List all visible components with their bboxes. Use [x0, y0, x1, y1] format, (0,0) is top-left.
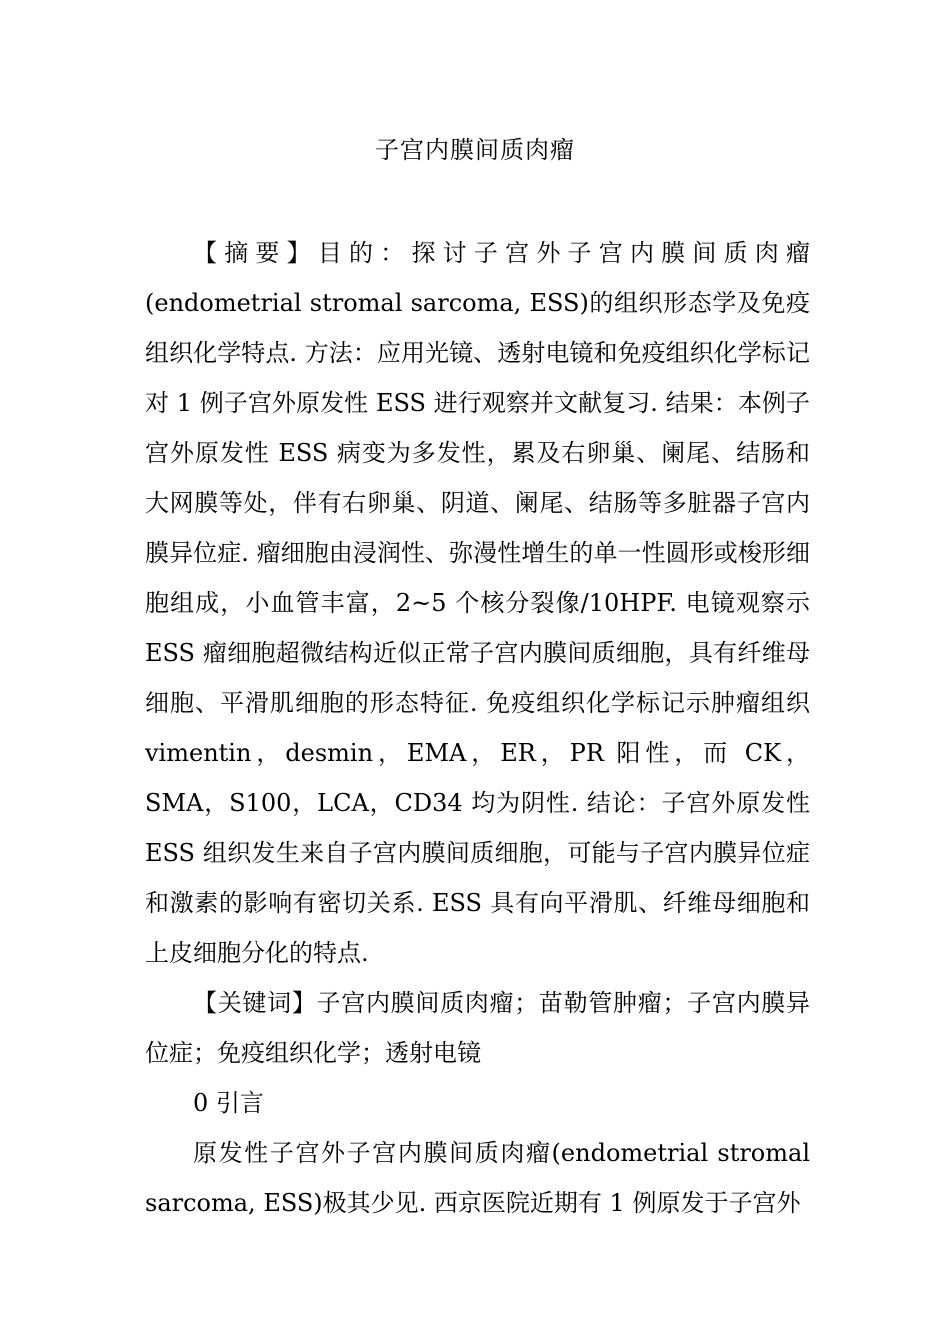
document-body — [145, 228, 810, 1228]
keywords-paragraph: 【关键词】子宫内膜间质肉瘤；苗勒管肿瘤；子宫内膜异位症；免疫组织化学；透射电镜 — [145, 989, 810, 1067]
section-heading: 0 引言 — [193, 1089, 264, 1117]
intro-paragraph: 原发性子宫外子宫内膜间质肉瘤(endometrial stromal sarcoma, ESS)极其少见. 西京医院近期有 1 例原发于子宫外 — [145, 1139, 810, 1217]
page-title: 子宫内膜间质肉瘤 — [375, 136, 575, 164]
abstract-paragraph: 【摘要】目的：探讨子宫外子宫内膜间质肉瘤(endometrial stromal sarcoma, ESS)的组织形态学及免疫组织化学特点. 方法：应用光镜、透射电镜和免疫组织化学标记对 1 例子宫外原发性 ESS 进行观察并文献复习. 结果：本例子宫外原发性 ESS 病变为多发性，累及右卵巢、阑尾、结肠和大网膜等处，伴有右卵巢、阴道、阑尾、结肠等多脏器子宫内膜异位症. 瘤细胞由浸润性、弥漫性增生的单一性圆形或梭形细胞组成，小血管丰富，2~5 个核分裂像/10HPF. 电镜观察示 ESS 瘤细胞超微结构近似正常子宫内膜间质细胞，具有纤维母细胞、平滑肌细胞的形态特征. 免疫组织化学标记示肿瘤组织 vimentin，desmin，EMA，ER，PR 阳性，而 CK，SMA，S100，LCA，CD34 均为阴性. 结论：子宫外原发性 ESS 组织发生来自子宫内膜间质细胞，可能与子宫内膜异位症和激素的影响有密切关系. ESS 具有向平滑肌、纤维母细胞和上皮细胞分化的特点. — [145, 239, 810, 967]
